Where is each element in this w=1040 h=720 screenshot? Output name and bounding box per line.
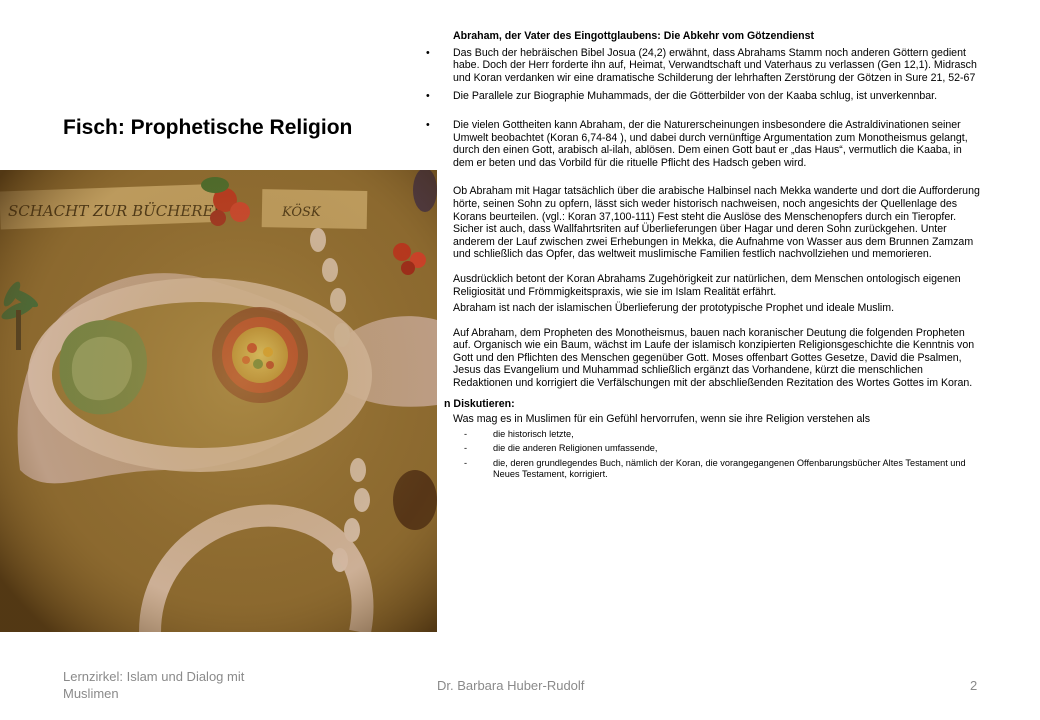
footer-author: Dr. Barbara Huber-Rudolf [437, 678, 585, 693]
floor-drawing-illustration [0, 170, 437, 632]
content-area [444, 30, 983, 483]
discussion-item: - die die anderen Religionen umfassende, [453, 443, 983, 454]
paragraph: Ausdrücklich betont der Koran Abrahams Zugehörigkeit zur natürlichen, dem Menschen ontologisch eigenen Religiosität und Frömmigkeitspraxis, wie sie im Islam Realität erfährt. [453, 272, 961, 298]
discussion-item: - die historisch letzte, [453, 429, 983, 440]
discussion-list [453, 429, 983, 481]
bullet-item: • Die Parallele zur Biographie Muhammads, der die Götterbilder von der Kaaba schlug, ist unverkennbar. [453, 90, 983, 103]
footer-course-title: Lernzirkel: Islam und Dialog mit Muslimen [63, 669, 245, 701]
discussion-item: - die, deren grundlegendes Buch, nämlich der Koran, die vorangegangenen Offenbarungsbücher Altes Testament und Neues Testament, korrigiert. [453, 458, 983, 481]
section-heading: Abraham, der Vater des Eingottglaubens: Die Abkehr vom Götzendienst [453, 30, 815, 42]
discussion-heading: n Diskutieren: [444, 397, 515, 410]
paragraph: Ob Abraham mit Hagar tatsächlich über die arabische Halbinsel nach Mekka wanderte und dort die Aufforderung hörte, seinen Sohn zu opfern, lässt sich weder historisch nachweisen, noch angesichts der Quellenlage des Korans beurteilen. (vgl.: Koran 37,100-111) Fest steht die Auslöse des Menschenopfers durch ein Tieropfer. Sicher ist auch, dass Wallfahrtsriten auf Überlieferungen über Hagar und deren Sohn zurückgehen. Unter anderem der Lauf zwischen zwei Erhebungen in Mekka, die Aufnahme von Wasser aus dem Brunnen Zamzam und schließlich das Opfer, das weltweit muslimische Familien festlich nachvollziehen und memorieren. [453, 185, 980, 261]
slide-title: Fisch: Prophetische Religion [63, 116, 353, 139]
discussion-question: Was mag es in Muslimen für ein Gefühl hervorrufen, wenn sie ihre Religion verstehen als [453, 413, 871, 426]
paragraph: Auf Abraham, dem Propheten des Monotheismus, bauen nach koranischer Deutung die folgenden Propheten auf. Organisch wie ein Baum, wächst im Laufe der islamisch konzipierten Religionsgeschichte die Kenntnis von Gott und den Pflichten des Menschen gegenüber Gott. Moses offenbart Gottes Gesetze, David die Psalmen, Jesus das Evangelium und Muhammad schließlich ergänzt das Vorhandene, kürzt die menschlichen Redaktionen und korrigiert die Verfälschungen mit der abschließenden Rezitation des Wortes Gottes im Koran. [453, 326, 975, 390]
paragraph: Abraham ist nach der islamischen Überlieferung der prototypische Prophet und ideale Muslim. [453, 302, 895, 315]
bullet-item: • Die vielen Gottheiten kann Abraham, der die Naturerscheinungen insbesondere die Astraldivinationen seiner Umwelt beobachtet (Koran 6,74-84 ), und dabei durch vernünftige Argumentation zum Monotheismus gelangt, durch den einen Gott, arabisch al-ilah, ablösen. Dem einen Gott baut er „das Haus“, vermutlich die Kaaba, in dem er beten und das Vorbild für die rituelle Pflicht des Hadsch geben wird. [453, 119, 983, 169]
page-number: 2 [970, 678, 978, 693]
bullet-item: • Das Buch der hebräischen Bibel Josua (24,2) erwähnt, dass Abrahams Stamm noch anderen Göttern gedient habe. Doch der Herr forderte ihn auf, Heimat, Verwandtschaft und Vaterhaus zu verlassen (Gen 12,1). Midrasch und Koran verdanken wir eine dramatische Schilderung der lehrhaften Zerstörung der Götzen in Sure 21, 52-67 [453, 47, 983, 85]
floor-drawing-photo [0, 170, 437, 632]
